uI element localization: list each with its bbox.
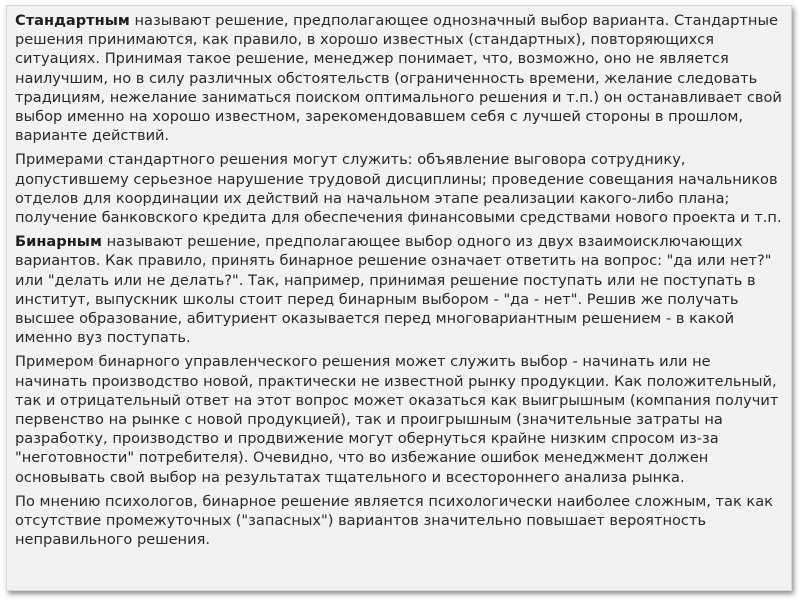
term-binary: Бинарным [15,233,102,251]
paragraph-text: По мнению психологов, бинарное решение является психологически наиболее сложным, так как отсутствие промежуточных ("запасных") вариантов значительно повышает вероятность неправильного решения. [15,492,773,549]
text-card [6,5,792,591]
paragraph-binary-definition [15,232,785,347]
paragraph-text: Примерами стандартного решения могут служить: объявление выговора сотруднику, допустившему серьезное нарушение трудовой дисциплины; проведение совещания начальников отделов для координации их действий на начальном этапе реализации какого-либо плана; получение банковского кредита для обеспечения финансовыми средствами нового проекта и т.п. [15,151,782,227]
paragraph-text: называют решение, предполагающее однозначный выбор варианта. Стандартные решения принимаются, как правило, в хорошо известных (стандартных), повторяющихся ситуациях. Принимая такое решение, менеджер понимает, что, возможно, оно не является наилучшим, но в силу различных обстоятельств (ограниченность времени, желание следовать традициям, нежелание заниматься поиском оптимального решения и т.п.) он останавливает свой выбор именно на хорошо известном, зарекомендовавшем себя с лучшей стороны в прошлом, варианте действий. [15,12,782,145]
term-standard: Стандартным [15,12,130,29]
paragraph-text: Примером бинарного управленческого решения может служить выбор - начинать или не начинать производство новой, практически не известной рынку продукции. Как положительный, так и отрицательный ответ на этот вопрос может оказаться как выигрышным (компания получит первенство на рынке с новой продукцией), так и проигрышным (значительные затраты на разработку, производство и продвижение могут обернуться крайне низким спросом из-за "неготовности" потребителя). Очевидно, что во избежание ошибок менеджмент должен основывать свой выбор на результатах тщательного и всестороннего анализа рынка. [15,353,779,486]
paragraph-psychologists-opinion [15,492,785,550]
paragraph-binary-example [15,352,785,486]
paragraph-standard-examples [15,150,785,227]
paragraph-standard-definition [15,11,785,145]
paragraph-text: называют решение, предполагающее выбор одного из двух взаимоисключающих вариантов. Как правило, принять бинарное решение означает ответить на вопрос: "да или нет?" или "делать или не делать?". Так, например, принимая решение поступать или не поступать в институт, выпускник школы стоит перед бинарным выбором - "да - нет". Решив же получать высшее образование, абитуриент оказывается перед многовариантным решением - в какой именно вуз поступать. [15,233,772,347]
